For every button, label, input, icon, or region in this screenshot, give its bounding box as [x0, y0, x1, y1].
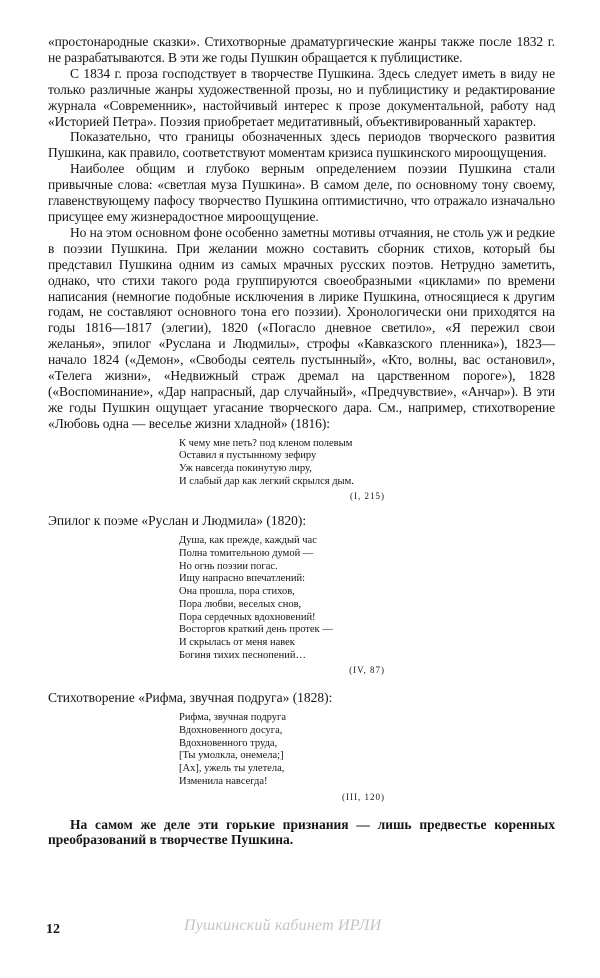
poem-line: Ищу напрасно впечатлений: [179, 573, 306, 585]
closing-paragraph: На самом же деле эти горькие признания — лишь предвестье коренных преобразований в творчестве Пушкина. [48, 816, 555, 848]
poem-quote-1 [179, 438, 555, 489]
poem-quote-2 [179, 535, 555, 662]
poem-line: Но огнь поэзии погас. [179, 560, 278, 572]
poem-line: И скрылась от меня навек [179, 637, 295, 648]
main-text [48, 34, 555, 848]
poem-line: Изменила навсегда! [179, 775, 268, 787]
quote-intro-2: Эпилог к поэме «Руслан и Людмила» (1820): [48, 513, 307, 529]
poem-line: К чему мне петь? под кленом полевым [179, 437, 353, 449]
paragraph-4: Наиболее общим и глубоко верным определением поэзии Пушкина стали привычные слова: «светлая муза Пушкина». В самом деле, по основному тону своему, главенствующему пафосу творчество Пушкина оптимистично, что отражало изначально присущее ему жизнерадостное мироощущение. [48, 161, 555, 224]
poem-line: Пора сердечных вдохновений! [179, 611, 316, 623]
poem-line: Вдохновенного досуга, [179, 725, 283, 737]
poem-quote-3 [179, 712, 555, 788]
poem-line: [Ах], ужель ты улетела, [179, 763, 285, 775]
poem-line: Богиня тихих песнопений… [179, 649, 306, 661]
page-number: 12 [46, 922, 60, 937]
poem-line: Вдохновенного труда, [179, 737, 278, 749]
library-watermark: Пушкинский кабинет ИРЛИ [184, 917, 382, 934]
poem-line: Полна томительною думой — [179, 548, 314, 560]
paragraph-3: Показательно, что границы обозначенных здесь периодов творческого развития Пушкина, как правило, соответствуют моментам кризиса пушкинского мироощущения. [48, 129, 555, 161]
paragraph-2: С 1834 г. проза господствует в творчестве Пушкина. Здесь следует иметь в виду не только различные жанры художественной прозы, но и публицистику и редактирование журнала «Современник», настойчивый интерес к прозе документальной, работу над «Историей Петра». Поэзия приобретает медитативный, объективированный характер. [48, 65, 555, 129]
poem-line: Уж навсегда покинутую лиру, [179, 463, 312, 475]
poem-line: Пора любви, веселых снов, [179, 598, 302, 610]
citation-ref-2: (IV, 87) [349, 665, 385, 676]
poem-line: Оставил я пустынному зефиру [179, 450, 317, 462]
paragraph-5: Но на этом основном фоне особенно заметны мотивы отчаяния, не столь уж и редкие в поэзии Пушкина. При желании можно составить сборник стихов, который бы представил Пушкина одним из самых мрачных русских поэтов. Нетрудно заметить, однако, что стихи такого рода группируются своеобразными «циклами» по времени написания (немногие подобные исключения в лирике Пушкина, относящиеся к другим годам, не составляют основного тона его поэзии). Хронологически они приходятся на годы 1816—1817 (элегии), 1820 («Погасло дневное светило», «Я пережил свои желанья», эпилог «Руслана и Людмилы», строфы «Кавказского пленника»), 1823—начало 1824 («Демон», «Свободы сеятель пустынный», «Кто, волны, вас остановил», «Телега жизни», «Недвижный страж дремал на царственном пороге»), 1828 («Воспоминание», «Дар напрасный, дар случайный», «Предчувствие», «Анчар»). В эти же годы Пушкин ощущает угасание творческого дара. См., например, стихотворение «Любовь одна — веселье жизни хладной» (1816): [48, 224, 555, 431]
quote-intro-3: Стихотворение «Рифма, звучная подруга» (1828): [48, 690, 333, 706]
poem-line: Она прошла, пора стихов, [179, 586, 295, 598]
poem-line: Душа, как прежде, каждый час [179, 535, 317, 547]
citation-ref-1: (I, 215) [350, 491, 385, 502]
poem-line: И слабый дар как легкий скрылся дым. [179, 475, 354, 487]
poem-line: Восторгов краткий день протек — [179, 624, 333, 636]
citation-ref-3: (III, 120) [342, 791, 385, 802]
paragraph-1: «простонародные сказки». Стихотворные драматургические жанры также после 1832 г. не разрабатываются. В эти же годы Пушкин обращается к публицистике. [48, 34, 555, 65]
poem-line: Рифма, звучная подруга [179, 712, 286, 724]
poem-line: [Ты умолкла, онемела;] [179, 750, 284, 762]
